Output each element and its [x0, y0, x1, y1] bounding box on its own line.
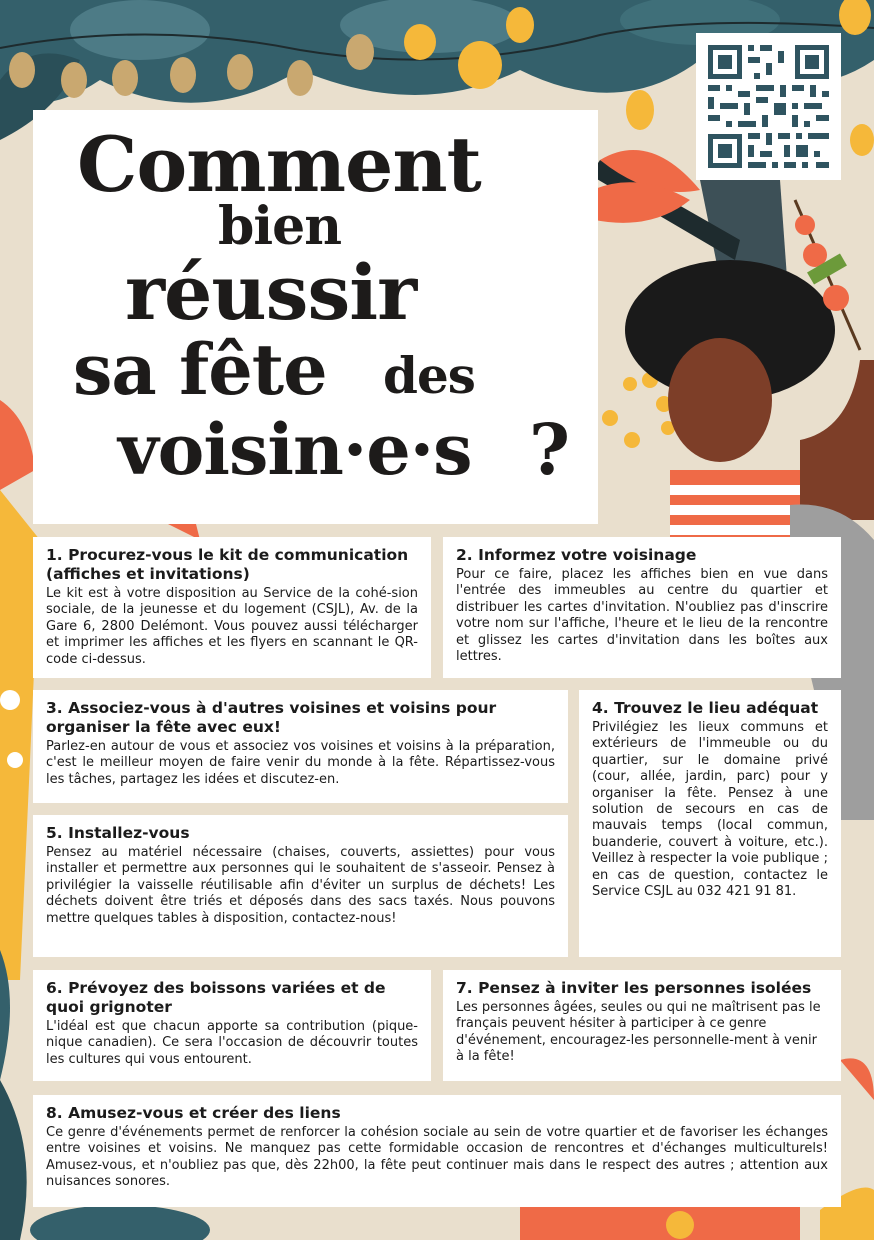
section-3-body: Parlez-en autour de vous et associez vos voisines et voisins à la préparation, c'est le meilleur moyen de faire venir du monde à la fête. Répartissez-vous les tâches, partagez les idées et discutez-en. [46, 739, 555, 787]
title-line-3: réussir [125, 248, 417, 337]
qr-code [696, 33, 841, 180]
section-3-title: 3. Associez-vous à d'autres voisines et voisins pour organiser la fête avec eux! [46, 699, 497, 736]
section-6-title: 6. Prévoyez des boissons variées et de quoi grignoter [46, 979, 386, 1016]
title-line-5a: voisin·e·s [118, 408, 472, 491]
section-8 [33, 1095, 841, 1207]
section-3 [33, 690, 568, 803]
section-1-body: Le kit est à votre disposition au Service de la cohé-sion sociale, de la jeunesse et du logement (CSJL), Av. de la Gare 6, 2800 Delémont. Vous pouvez aussi télécharger et imprimer les affiches et les flyers en scannant le QR-code ci-dessus. [46, 586, 418, 667]
section-4-title: 4. Trouvez le lieu adéquat [592, 699, 819, 717]
section-4 [579, 690, 841, 957]
title-line-2: bien [218, 196, 342, 257]
title-line-4a: sa fête [73, 328, 327, 411]
section-2 [443, 537, 841, 678]
section-5-body: Pensez au matériel nécessaire (chaises, couverts, assiettes) pour vous installer et permettre aux personnes qui le souhaitent de s'asseoir. Pensez à privilégier la vaisselle réutilisable afin d'éviter un surplus de déchets! Les déchets doivent être triés et déposés dans des sacs taxés. Nous pouvons mettre quelques tables à disposition, contactez-nous! [46, 845, 555, 926]
section-7-title: 7. Pensez à inviter les personnes isolées [456, 979, 812, 997]
section-1 [33, 537, 431, 678]
section-7-body: Les personnes âgées, seules ou qui ne maîtrisent pas le français peuvent hésiter à participer à ce genre d'événement, encouragez-les personnelle-ment à venir à la fête! [456, 1000, 821, 1065]
section-1-title: 1. Procurez-vous le kit de communication (affiches et invitations) [46, 546, 409, 583]
title-box [33, 110, 598, 524]
section-5 [33, 815, 568, 957]
section-7 [443, 970, 841, 1081]
title-line-4b: des [383, 346, 475, 405]
section-6-body: L'idéal est que chacun apporte sa contribution (pique-nique canadien). Ce sera l'occasion de découvrir toutes les cultures qui vous entourent. [46, 1019, 418, 1067]
section-2-body: Pour ce faire, placez les affiches bien en vue dans l'entrée des immeubles au centre du quartier et distribuer les cartes d'invitation. N'oubliez pas d'inscrire votre nom sur l'affiche, l'heure et le lieu de la rencontre et glissez les cartes d'invitation dans les boîtes aux lettres. [456, 567, 828, 665]
qr-code-icon [696, 33, 841, 180]
section-8-title: 8. Amusez-vous et créer des liens [46, 1104, 341, 1122]
section-4-body: Privilégiez les lieux communs et extérieurs de l'immeuble ou du quartier, sur le domaine privé (cour, allée, jardin, parc) pour y organiser la fête. Pensez à une solution de secours en cas de mauvais temps (local commun, buanderie, couvert à voiture, etc.). Veillez à respecter la voie publique ; en cas de question, contactez le Service CSJL au 032 421 91 81. [592, 720, 828, 900]
section-6 [33, 970, 431, 1081]
section-8-body: Ce genre d'événements permet de renforcer la cohésion sociale au sein de votre quartier et de favoriser les échanges entre voisines et voisins. Ne manquez pas cette formidable occasion de rencontres et d'échanges multiculturels! Amusez-vous, et n'oubliez pas que, dès 22h00, la fête peut continuer mais dans le respect des autres ; attention aux nuisances sonores. [46, 1125, 828, 1190]
section-2-title: 2. Informez votre voisinage [456, 546, 697, 564]
title-line-1: Comment [77, 120, 481, 209]
title-line-5b: ? [529, 408, 570, 491]
section-5-title: 5. Installez-vous [46, 824, 190, 842]
